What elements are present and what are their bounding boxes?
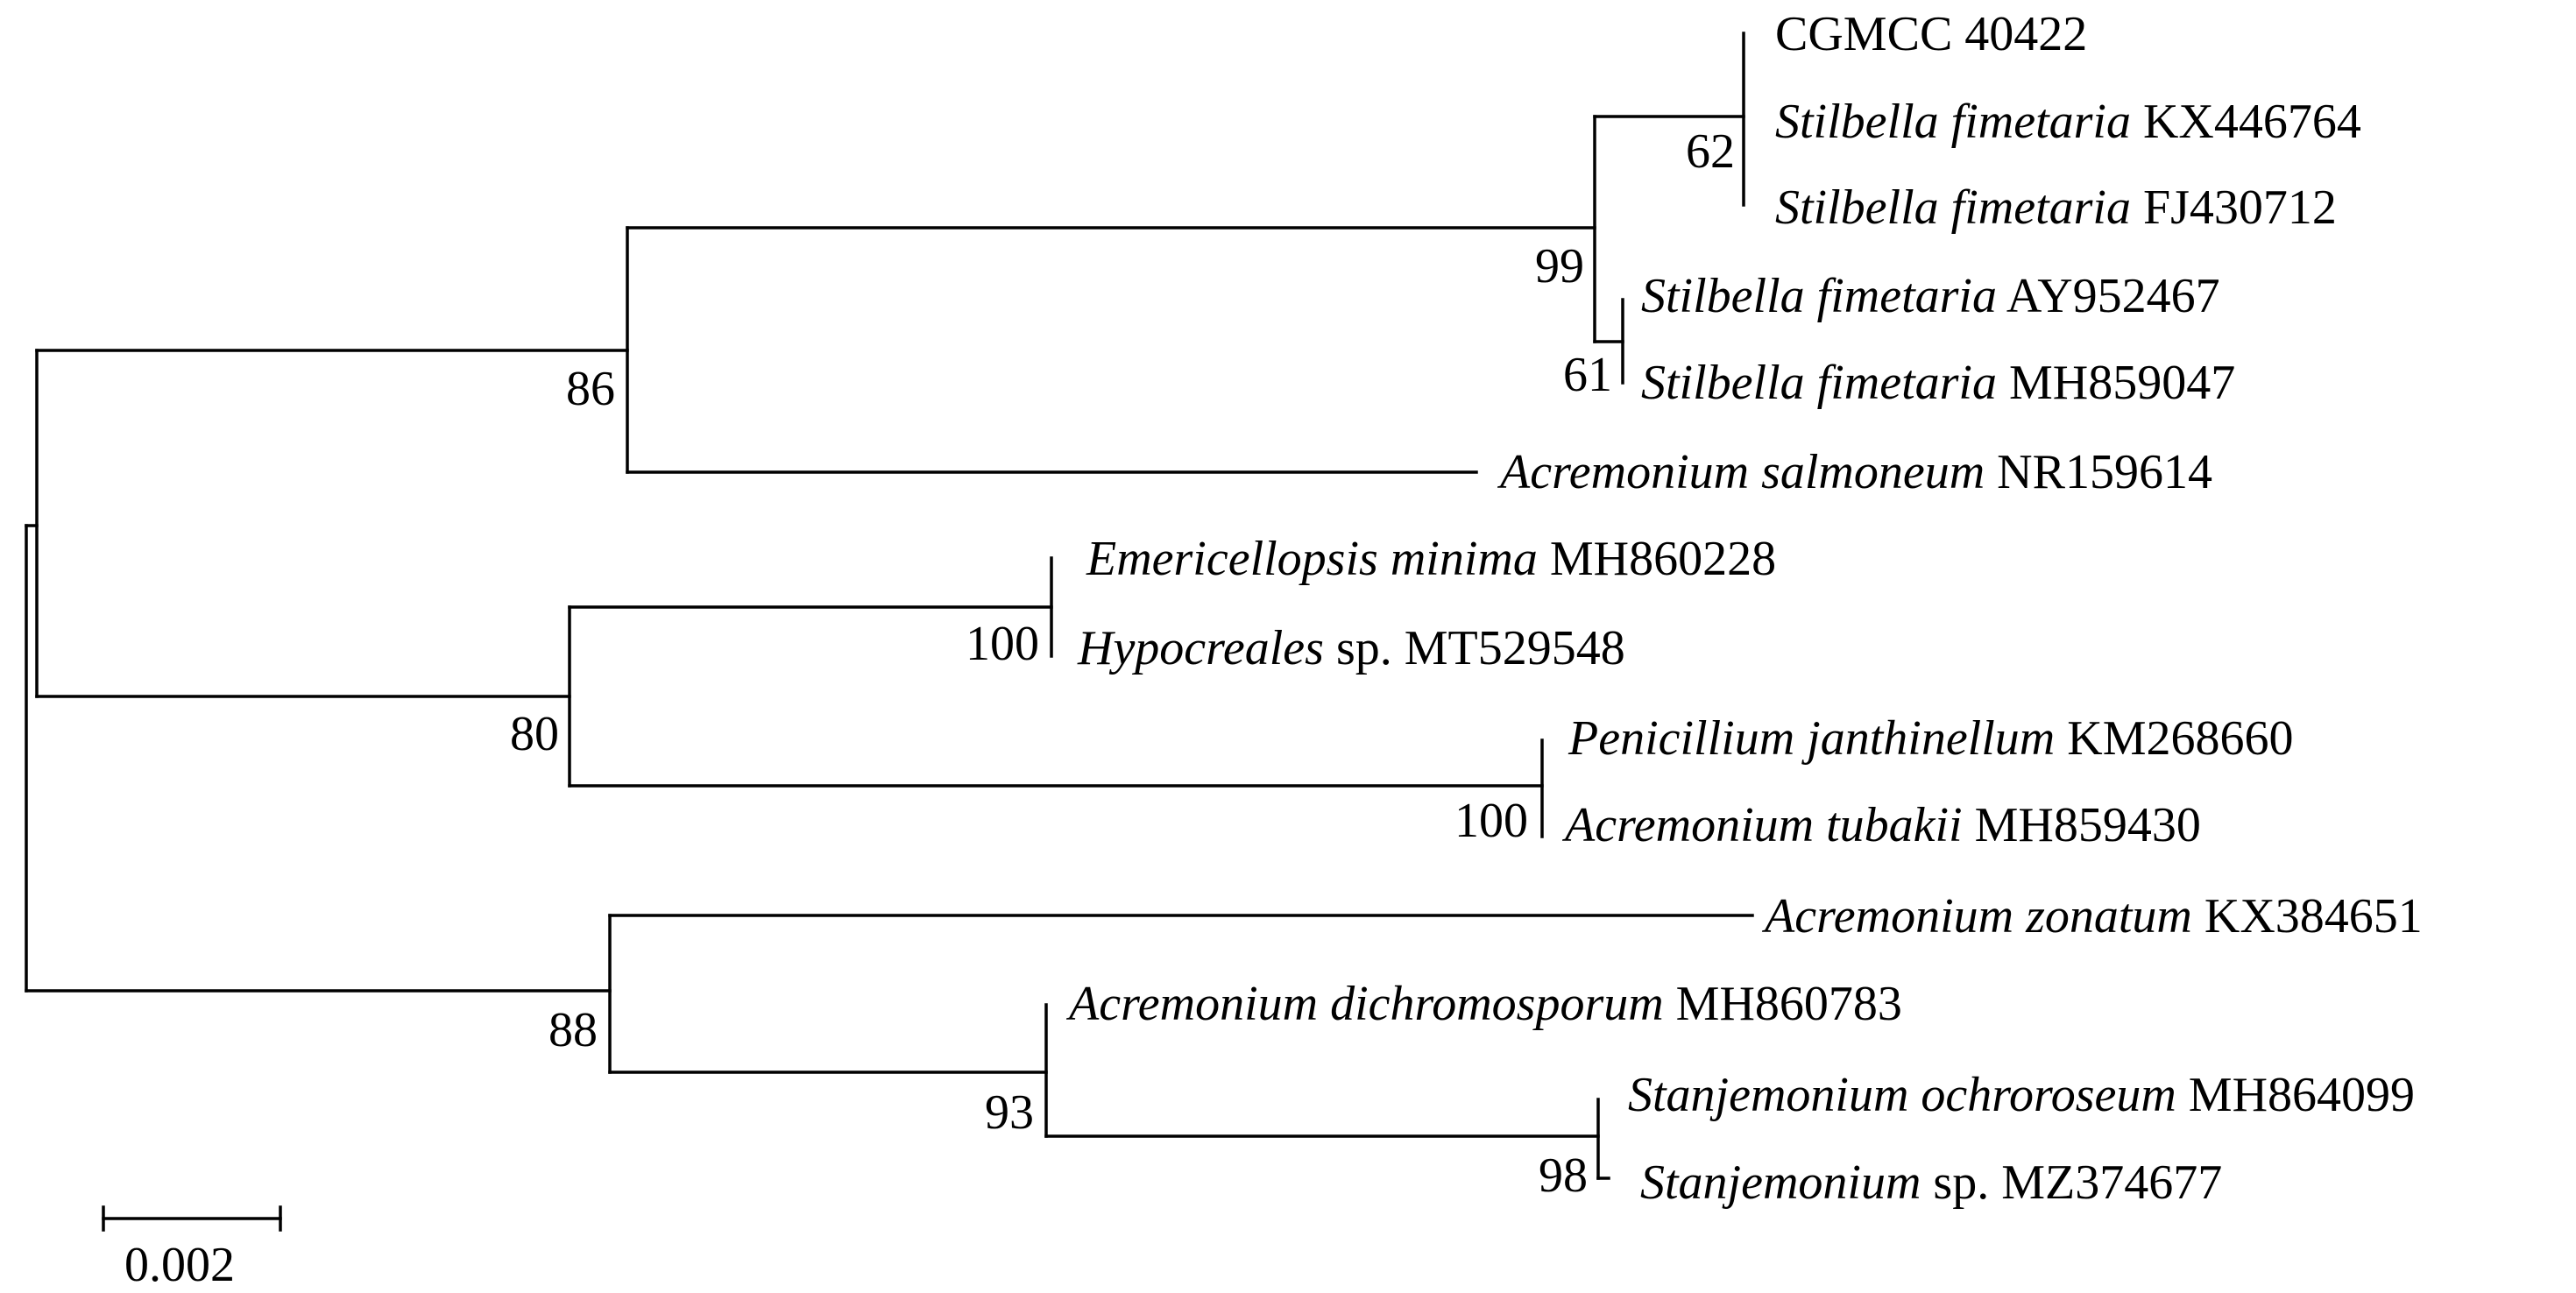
bootstrap-98: 98 [1539,1148,1588,1203]
leaf-label-stanjemonium-ochroroseum: Stanjemonium ochroroseum MH864099 [1628,1068,2416,1122]
bootstrap-100-emericellopsis: 100 [966,617,1039,671]
leaf-label-stilbella-kx446764: Stilbella fimetaria KX446764 [1775,95,2361,149]
bootstrap-80: 80 [510,707,559,761]
leaf-label-stilbella-fj430712: Stilbella fimetaria FJ430712 [1775,180,2337,235]
scale-bar [103,1207,280,1292]
bootstrap-62: 62 [1686,124,1735,179]
leaf-label-acremonium-salmoneum: Acremonium salmoneum NR159614 [1500,445,2212,499]
leaf-label-acremonium-dichromosporum: Acremonium dichromosporum MH860783 [1069,977,1902,1031]
leaf-label-cgmcc-40422: CGMCC 40422 [1775,7,2088,61]
leaf-label-acremonium-zonatum: Acremonium zonatum KX384651 [1765,889,2423,943]
leaf-label-emericellopsis-minima: Emericellopsis minima MH860228 [1086,532,1777,586]
scale-bar-label: 0.002 [124,1238,235,1292]
leaf-label-penicillium-janthinellum: Penicillium janthinellum KM268660 [1568,711,2294,766]
leaf-label-stilbella-mh859047: Stilbella fimetaria MH859047 [1641,356,2236,410]
leaf-label-stanjemonium-sp: Stanjemonium sp. MZ374677 [1640,1155,2223,1210]
bootstrap-88: 88 [548,1003,598,1057]
bootstrap-100-penicillium: 100 [1454,794,1528,848]
bootstrap-86: 86 [566,362,615,416]
leaf-label-hypocreales-sp: Hypocreales sp. MT529548 [1078,621,1625,675]
bootstrap-61: 61 [1563,348,1612,402]
bootstrap-93: 93 [985,1085,1034,1140]
leaf-label-acremonium-tubakii: Acremonium tubakii MH859430 [1565,798,2201,852]
leaf-label-stilbella-ay952467: Stilbella fimetaria AY952467 [1641,269,2220,323]
bootstrap-99: 99 [1535,239,1584,293]
